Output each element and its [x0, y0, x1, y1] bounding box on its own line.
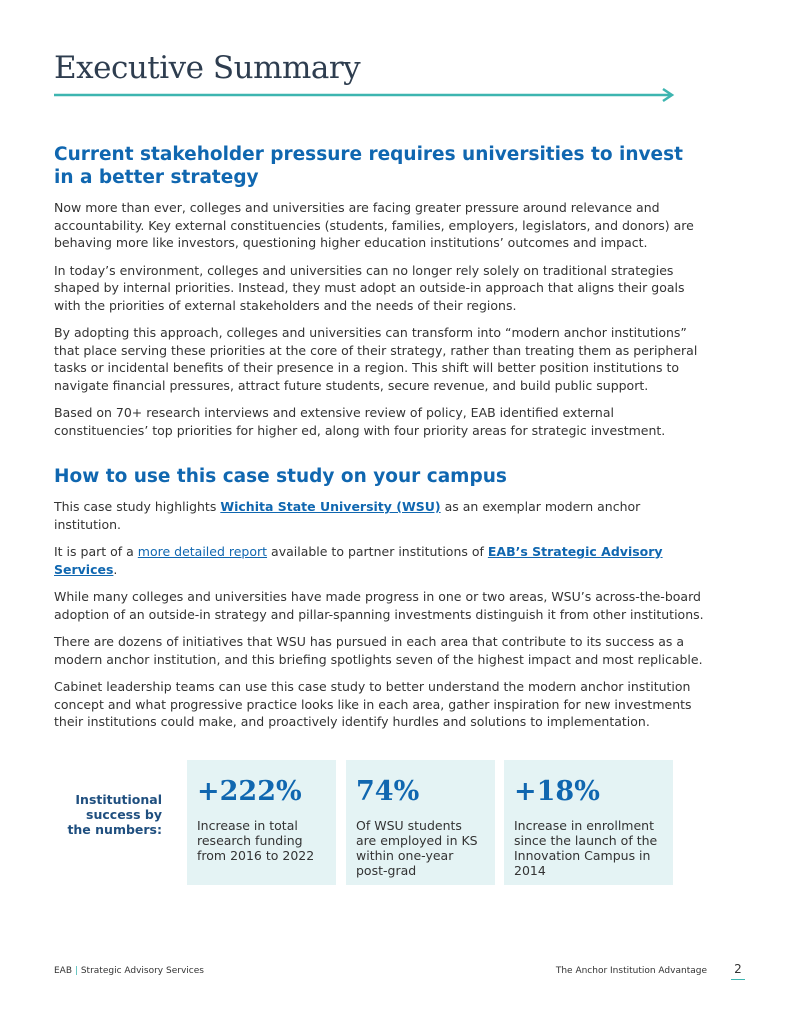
stat-description: Of WSU students are employed in KS within one-year post-grad [356, 818, 478, 878]
section-heading-case-study-use: How to use this case study on your campus [54, 466, 507, 487]
paragraph: This case study highlights Wichita State University (WSU) as an exemplar modern anchor institution. [54, 499, 641, 532]
stat-card-research-funding [187, 760, 336, 885]
paragraph: Based on 70+ research interviews and extensive review of policy, EAB identified external constituencies’ top priorities for higher ed, along with four priority areas for strategic investment. [54, 405, 666, 438]
stat-card-employment [346, 760, 495, 885]
paragraph: It is part of a more detailed report available to partner institutions of EAB’s Strategic Advisory Services. [54, 544, 663, 577]
section-heading-stakeholder-pressure: Current stakeholder pressure requires universities to invest in a better strategy [54, 144, 683, 188]
title-arrow-rule [54, 87, 678, 103]
stat-description: Increase in enrollment since the launch of the Innovation Campus in 2014 [514, 818, 658, 878]
stats-label: Institutional success by the numbers: [67, 792, 162, 837]
stat-description: Increase in total research funding from 2016 to 2022 [197, 818, 315, 863]
stat-value: 74% [356, 776, 420, 807]
footer-separator: | [74, 966, 78, 976]
stat-value: +222% [197, 776, 302, 807]
stat-value: +18% [514, 776, 600, 807]
strategic-advisory-services-link[interactable]: EAB’s Strategic Advisory Services [54, 544, 663, 577]
main-content [54, 143, 704, 741]
page-number: 2 [731, 962, 745, 980]
paragraph: While many colleges and universities have made progress in one or two areas, WSU’s across-the-board adoption of an outside-in strategy and pillar-spanning investments distinguish it from other institutions. [54, 589, 704, 622]
paragraph: There are dozens of initiatives that WSU has pursued in each area that contribute to its success as a modern anchor institution, and this briefing spotlights seven of the highest impact and most replicable. [54, 634, 703, 667]
paragraph: By adopting this approach, colleges and universities can transform into “modern anchor institutions” that place serving these priorities at the core of their strategy, rather than treating them as peripheral tasks or incidental benefits of their presence in a region. This shift will better position institutions to navigate financial pressures, attract future students, secure revenue, and build public support. [54, 325, 698, 393]
footer-brand: EAB | Strategic Advisory Services [54, 966, 204, 976]
stat-card-enrollment [504, 760, 673, 885]
paragraph: In today’s environment, colleges and universities can no longer rely solely on traditional strategies shaped by internal priorities. Instead, they must adopt an outside-in approach that aligns their goals with the priorities of external stakeholders and the needs of their regions. [54, 262, 685, 313]
wsu-link[interactable]: Wichita State University (WSU) [220, 499, 441, 514]
paragraph: Cabinet leadership teams can use this case study to better understand the modern anchor institution concept and what progressive practice looks like in each area, gather inspiration for new investments their institutions could make, and proactively identify hurdles and solutions to implementation. [54, 679, 692, 729]
detailed-report-link[interactable]: more detailed report [137, 544, 268, 559]
page-title: Executive Summary [54, 50, 361, 86]
paragraph: Now more than ever, colleges and universities are facing greater pressure around relevance and accountability. Key external constituencies (students, families, employers, legislators, and donors) are behaving more like investors, questioning higher education institutions’ outcomes and impact. [54, 200, 694, 250]
footer-report-title: The Anchor Institution Advantage [555, 966, 707, 976]
